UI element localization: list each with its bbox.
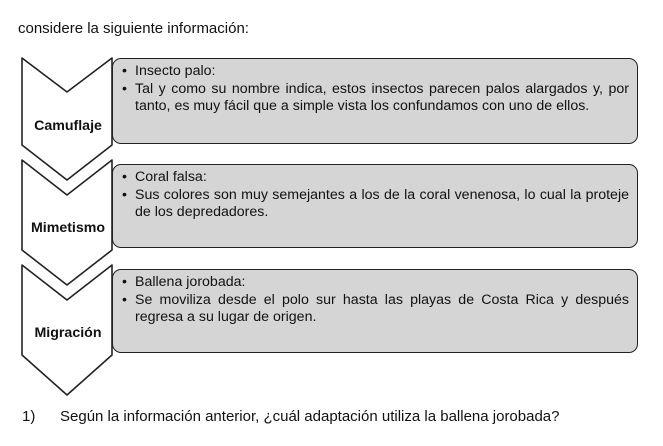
label-camuflaje: Camuflaje — [34, 118, 102, 134]
label-migracion: Migración — [34, 325, 102, 341]
label-mimetismo: Mimetismo — [30, 220, 106, 236]
question-number: 1) — [22, 408, 36, 425]
question-text: Según la información anterior, ¿cuál adaptación utiliza la ballena jorobada? — [60, 408, 560, 425]
bullet-title: • Coral falsa: — [119, 169, 629, 187]
bullet-title: • Insecto palo: — [119, 63, 629, 81]
bullet-title: • Ballena jorobada: — [119, 274, 629, 292]
bullet-description: • Sus colores son muy semejantes a los de la coral venenosa, lo cual la proteje de los depredadores. — [119, 187, 629, 222]
bullet-description: • Tal y como su nombre indica, estos insectos parecen palos alargados y, por tanto, es muy fácil que a simple vista los confundamos con uno de ellos. — [119, 81, 629, 116]
info-box-migracion — [112, 269, 638, 353]
info-box-camuflaje — [112, 58, 638, 144]
question — [22, 408, 560, 426]
bullet-description: • Se moviliza desde el polo sur hasta las playas de Costa Rica y después regresa a su lugar de origen. — [119, 292, 629, 327]
intro-text: considere la siguiente información: — [18, 20, 249, 37]
info-box-mimetismo — [112, 164, 638, 248]
